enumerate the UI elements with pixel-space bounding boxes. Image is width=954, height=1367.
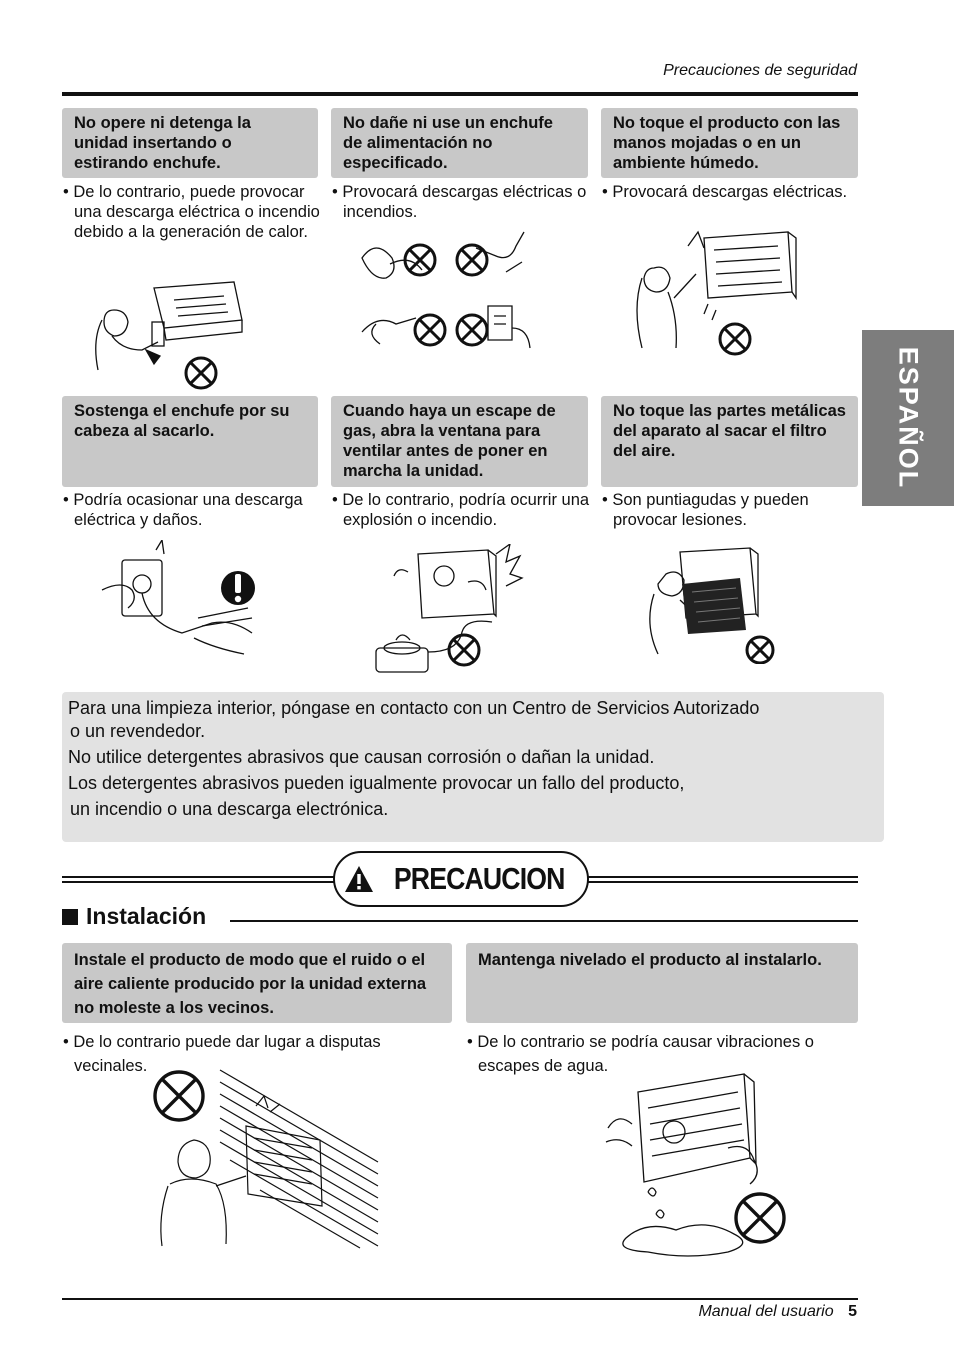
level-installation-illustration [598,1068,790,1260]
banner-rule-left [62,876,334,878]
banner-rule-left [62,881,334,883]
prohibited-icon [155,1072,203,1120]
neighbors-illustration [150,1066,382,1252]
warning-card-heading: No opere ni detenga la unidad insertando o estirando enchufe. [62,108,318,178]
install-card-text: • De lo contrario puede dar lugar a disputas vecinales. [63,1033,381,1075]
page-header-title: Precauciones de seguridad [663,62,857,79]
warning-card-text: • Son puntiagudas y pueden provocar lesiones. [602,491,809,529]
hold-plug-illustration [98,540,266,660]
language-tab [862,330,954,506]
wet-hands-illustration [628,228,798,358]
section-title [62,903,206,930]
bullet-square-icon [62,909,78,925]
prohibited-icon [720,324,750,354]
page-footer [698,1303,857,1321]
install-card-heading: Mantenga nivelado el producto al instalarlo. [466,943,858,1023]
warning-card-text: • Provocará descargas eléctricas o incendios. [332,183,587,221]
warning-card-text: • De lo contrario, podría ocurrir una explosión o incendio. [332,491,590,529]
bottom-divider [62,1298,858,1300]
prohibited-icon [747,637,773,663]
notice-line: o un revendedor. [70,721,206,741]
top-divider [62,92,858,96]
warning-card-heading: No dañe ni use un enchufe de alimentación no especificado. [331,108,588,178]
warning-card-heading: Sostenga el enchufe por su cabeza al sacarlo. [62,396,318,487]
warning-card-text: • De lo contrario, puede provocar una descarga eléctrica o incendio debido a la generación de calor. [63,183,320,241]
section-rule [230,920,858,922]
gas-leak-illustration [368,544,528,686]
footer-label: Manual del usuario [698,1303,834,1320]
damaged-plug-illustration [356,228,546,356]
caution-banner-label: PRECAUCION [393,861,565,896]
banner-rule-right [588,881,858,883]
warning-card-text: • Podría ocasionar una descarga eléctrica y daños. [63,491,303,529]
warning-card-heading: No toque el producto con las manos mojadas o en un ambiente húmedo. [601,108,858,178]
notice-line: un incendio o una descarga electrónica. [70,799,389,819]
warning-card-text: • Provocará descargas eléctricas. [602,183,848,201]
notice-line: Para una limpieza interior, póngase en contacto con un Centro de Servicios Autorizado [68,698,760,718]
warning-card-heading: No toque las partes metálicas del aparato al sacar el filtro del aire. [601,396,858,487]
notice-line: No utilice detergentes abrasivos que causan corrosión o dañan la unidad. [68,747,655,767]
mandatory-icon [221,571,255,605]
cleaning-notice [62,692,884,842]
prohibited-icon [736,1194,784,1242]
language-tab-label: ESPAÑOL [893,346,924,490]
filter-removal-illustration [640,544,780,664]
prohibited-icon [449,635,479,665]
install-card-text: • De lo contrario se podría causar vibraciones o escapes de agua. [467,1033,814,1075]
prohibited-icon [186,358,216,388]
warning-triangle-icon [344,865,374,893]
prohibited-icon [405,245,487,345]
unplug-illustration [84,280,254,392]
section-title-text: Instalación [86,903,207,929]
page-number: 5 [848,1303,857,1320]
notice-line: Los detergentes abrasivos pueden igualmente provocar un fallo del producto, [68,773,685,793]
banner-rule-right [588,876,858,878]
warning-card-heading: Cuando haya un escape de gas, abra la ventana para ventilar antes de poner en marcha la unidad. [331,396,588,487]
install-card-heading: Instale el producto de modo que el ruido o el aire caliente producido por la unidad externa no moleste a los vecinos. [62,943,452,1023]
caution-banner [333,851,589,907]
